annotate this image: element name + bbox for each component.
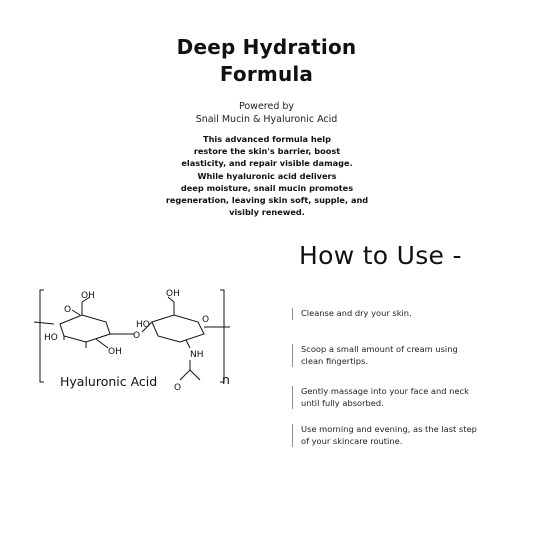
step-item [292, 344, 511, 367]
description-line: deep moisture, snail mucin promotes [180, 182, 354, 193]
atom-label: O [64, 305, 72, 315]
atom-label: OH [108, 347, 122, 357]
bond [96, 339, 108, 348]
description-line: regeneration, leaving skin soft, supple, and [165, 195, 369, 206]
step-text: Gently massage into your face and neck [301, 386, 469, 396]
description-line: elasticity, and repair visible damage. [181, 158, 353, 169]
description-paragraph [156, 133, 378, 218]
step-text: Cleanse and dry your skin. [301, 308, 412, 318]
bond [180, 370, 190, 380]
description-line: This advanced formula help [203, 134, 331, 144]
step-text: Scoop a small amount of cream using [301, 344, 458, 354]
atom-label: OH [81, 291, 95, 301]
bond [186, 340, 190, 348]
hyaluronic-acid-structure [24, 282, 244, 392]
step-item [292, 386, 511, 409]
repeat-subscript: n [222, 372, 230, 387]
description-line: visibly renewed. [229, 207, 305, 218]
step-item [292, 308, 511, 320]
subtitle [0, 100, 533, 126]
step-text: Use morning and evening, as the last step [301, 424, 477, 434]
right-ring [152, 315, 204, 342]
bond [190, 370, 200, 380]
atom-label: O [133, 331, 141, 341]
title-line-2: Formula [219, 62, 314, 86]
step-text: of your skincare routine. [301, 435, 403, 446]
bond [34, 322, 54, 324]
step-text: clean fingertips. [301, 355, 369, 366]
atom-label: HO [136, 320, 150, 330]
description-line: restore the skin's barrier, boost [193, 146, 341, 157]
step-item [292, 424, 511, 447]
right-bracket [220, 290, 224, 382]
how-to-use-heading: How to Use - [299, 241, 462, 270]
atom-label: HO [44, 333, 58, 343]
left-ring [60, 315, 110, 342]
atom-label: O [202, 315, 210, 325]
page-title [0, 34, 533, 88]
title-line-1: Deep Hydration [176, 35, 357, 59]
atom-label: O [174, 383, 182, 392]
ingredients-text: Snail Mucin & Hyaluronic Acid [195, 114, 338, 125]
powered-by-text: Powered by [238, 101, 295, 112]
molecule-caption: Hyaluronic Acid [60, 374, 158, 389]
description-line: While hyaluronic acid delivers [197, 170, 337, 181]
atom-label: OH [166, 289, 180, 299]
step-text: until fully absorbed. [301, 397, 384, 408]
bond [72, 310, 80, 315]
atom-label: NH [190, 350, 204, 360]
